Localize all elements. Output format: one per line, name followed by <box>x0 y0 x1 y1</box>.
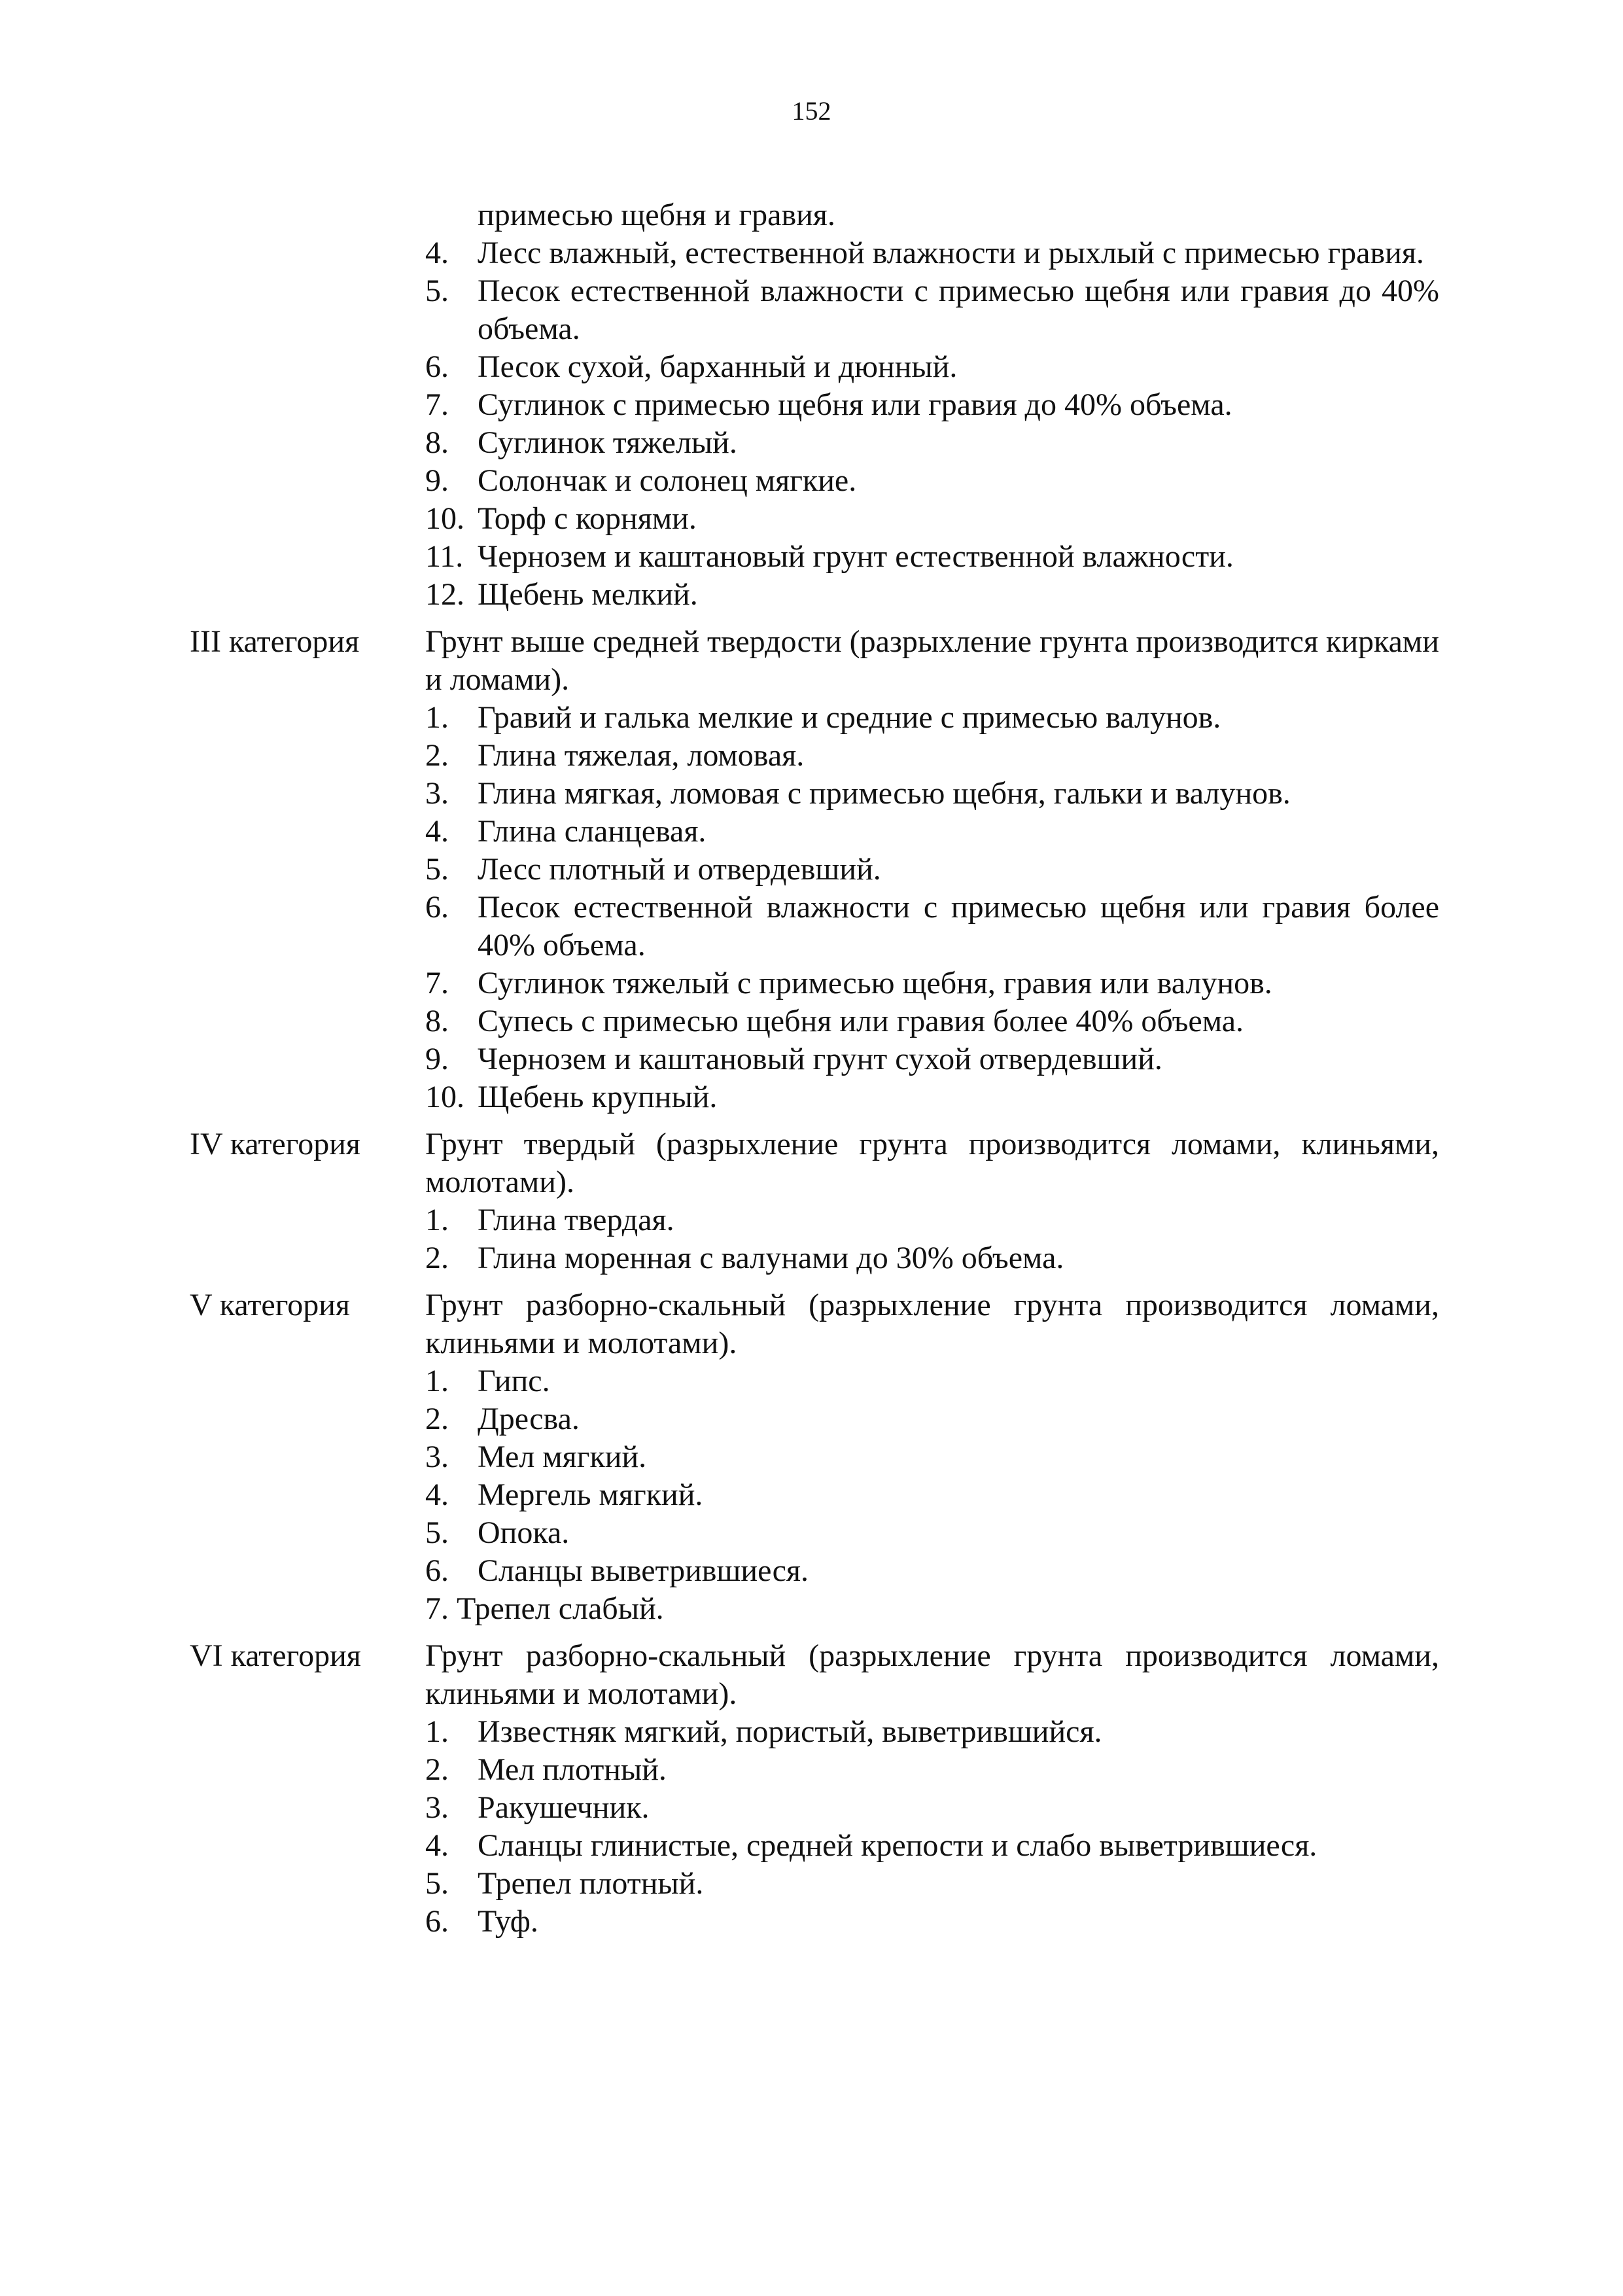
item-text: Суглинок тяжелый. <box>478 425 737 460</box>
item-number: 8. <box>425 425 449 460</box>
item-number: 7. <box>425 387 449 422</box>
list-item <box>425 1476 1439 1514</box>
item-number: 5. <box>425 1515 449 1550</box>
item-text: Трепел слабый. <box>457 1591 664 1626</box>
category-section-v <box>190 1286 1439 1628</box>
item-number: 5. <box>425 274 449 308</box>
item-text: Глина тяжелая, ломовая. <box>478 738 805 773</box>
item-text: Глина твердая. <box>478 1203 674 1237</box>
item-text: Суглинок с примесью щебня или гравия до 40% объема. <box>478 387 1232 422</box>
item-text: Ракушечник. <box>478 1790 650 1825</box>
item-number: 1. <box>425 1714 449 1749</box>
list-item <box>425 348 1439 386</box>
item-number: 2. <box>425 1752 449 1787</box>
item-number: 7. <box>425 966 449 1000</box>
list-item <box>425 1400 1439 1438</box>
item-number: 1. <box>425 1203 449 1237</box>
list-item <box>425 1239 1439 1277</box>
item-number: 4. <box>425 1828 449 1863</box>
list-item <box>425 1590 1439 1628</box>
item-number: 10. <box>425 1080 464 1114</box>
item-number: 3. <box>425 776 449 811</box>
category-list <box>425 699 1439 1116</box>
list-item <box>425 272 1439 348</box>
item-number: 11. <box>425 539 464 574</box>
item-text: Лесс влажный, естественной влажности и рыхлый с примесью гравия. <box>478 236 1424 270</box>
item-text: Солончак и солонец мягкие. <box>478 463 857 498</box>
list-item <box>425 1002 1439 1040</box>
item-text: Лесс плотный и отвердевший. <box>478 852 881 887</box>
item-number: 2. <box>425 1402 449 1436</box>
item-text: Мел плотный. <box>478 1752 667 1787</box>
list-item <box>425 1751 1439 1789</box>
list-item <box>425 1827 1439 1865</box>
item-number: 12. <box>425 577 464 612</box>
item-text: Песок естественной влажности с примесью щебня или гравия до 40% объема. <box>478 274 1439 346</box>
category-section-vi <box>190 1637 1439 1941</box>
list-item <box>425 1078 1439 1116</box>
item-number: 3. <box>425 1790 449 1825</box>
category-description: Грунт разборно-скальный (разрыхление грунта производится ломами, клиньями и молотами). <box>425 1638 1439 1711</box>
category-list <box>425 1201 1439 1277</box>
list-item <box>425 699 1439 737</box>
item-number: 1. <box>425 700 449 735</box>
item-number: 5. <box>425 1866 449 1901</box>
list-item <box>425 1438 1439 1476</box>
list-item <box>425 1514 1439 1552</box>
list-item <box>425 1865 1439 1903</box>
item-text: Туф. <box>478 1904 538 1939</box>
page-number: 152 <box>792 96 831 126</box>
list-item <box>425 964 1439 1002</box>
category-description: Грунт твердый (разрыхление грунта производится ломами, клиньями, молотами). <box>425 1127 1439 1199</box>
item-text: Чернозем и каштановый грунт естественной влажности. <box>478 539 1234 574</box>
item-number: 9. <box>425 1042 449 1076</box>
item-text: Опока. <box>478 1515 570 1550</box>
item-text: Песок сухой, барханный и дюнный. <box>478 349 958 384</box>
item-text: Щебень мелкий. <box>478 577 698 612</box>
item-number: 9. <box>425 463 449 498</box>
list-item <box>425 775 1439 813</box>
item-number: 5. <box>425 852 449 887</box>
category-label: V категория <box>190 1288 350 1322</box>
list-item <box>425 234 1439 272</box>
item-number: 6. <box>425 349 449 384</box>
item-number: 6. <box>425 1553 449 1588</box>
item-text: Глина сланцевая. <box>478 814 707 849</box>
item-text: Супесь с примесью щебня или гравия более 40% объема. <box>478 1004 1244 1038</box>
item-number: 8. <box>425 1004 449 1038</box>
item-number: 1. <box>425 1364 449 1398</box>
item-number: 2. <box>425 738 449 773</box>
list-item <box>425 1201 1439 1239</box>
item-number: 4. <box>425 236 449 270</box>
continuation-list <box>425 234 1439 614</box>
item-number: 4. <box>425 814 449 849</box>
category-description: Грунт разборно-скальный (разрыхление грунта производится ломами, клиньями и молотами). <box>425 1288 1439 1360</box>
item-text: Щебень крупный. <box>478 1080 718 1114</box>
list-item <box>425 851 1439 889</box>
item-text: Мергель мягкий. <box>478 1477 703 1512</box>
list-item <box>425 1713 1439 1751</box>
category-section-iv <box>190 1125 1439 1277</box>
item-number: 7. <box>425 1591 449 1626</box>
item-text: Известняк мягкий, пористый, выветрившийся. <box>478 1714 1102 1749</box>
item-text: Гипс. <box>478 1364 550 1398</box>
category-section-iii <box>190 623 1439 1116</box>
item-text: Торф с корнями. <box>478 501 697 536</box>
list-item <box>425 576 1439 614</box>
list-item <box>425 462 1439 500</box>
list-item <box>425 889 1439 964</box>
item-text: Дресва. <box>478 1402 580 1436</box>
item-text: Глина моренная с валунами до 30% объема. <box>478 1241 1064 1275</box>
item-text: Глина мягкая, ломовая с примесью щебня, гальки и валунов. <box>478 776 1291 811</box>
item-text: Гравий и галька мелкие и средние с примесью валунов. <box>478 700 1221 735</box>
list-item <box>425 538 1439 576</box>
list-item <box>425 500 1439 538</box>
item-number: 6. <box>425 890 449 925</box>
continuation-first-line: примесью щебня и гравия. <box>478 198 835 232</box>
item-number: 4. <box>425 1477 449 1512</box>
item-text: Трепел плотный. <box>478 1866 704 1901</box>
category-label: III категория <box>190 624 360 659</box>
item-text: Сланцы выветрившиеся. <box>478 1553 809 1588</box>
list-item <box>425 1362 1439 1400</box>
list-item <box>425 386 1439 424</box>
item-number: 10. <box>425 501 464 536</box>
category-list <box>425 1362 1439 1628</box>
item-text: Песок естественной влажности с примесью щебня или гравия более 40% объема. <box>478 890 1439 963</box>
list-item <box>425 1552 1439 1590</box>
list-item <box>425 737 1439 775</box>
category-description: Грунт выше средней твердости (разрыхление грунта производится кирками и ломами). <box>425 624 1439 697</box>
category-label: IV категория <box>190 1127 360 1161</box>
item-text: Сланцы глинистые, средней крепости и слабо выветрившиеся. <box>478 1828 1318 1863</box>
list-item <box>425 424 1439 462</box>
list-item <box>425 1040 1439 1078</box>
list-item <box>425 813 1439 851</box>
list-item <box>425 1789 1439 1827</box>
category-label: VI категория <box>190 1638 361 1673</box>
document-body <box>190 196 1439 1941</box>
item-text: Суглинок тяжелый с примесью щебня, гравия или валунов. <box>478 966 1272 1000</box>
list-item <box>425 1903 1439 1941</box>
item-text: Чернозем и каштановый грунт сухой отвердевший. <box>478 1042 1162 1076</box>
item-text: Мел мягкий. <box>478 1439 647 1474</box>
category-list <box>425 1713 1439 1941</box>
item-number: 6. <box>425 1904 449 1939</box>
item-number: 3. <box>425 1439 449 1474</box>
item-number: 2. <box>425 1241 449 1275</box>
